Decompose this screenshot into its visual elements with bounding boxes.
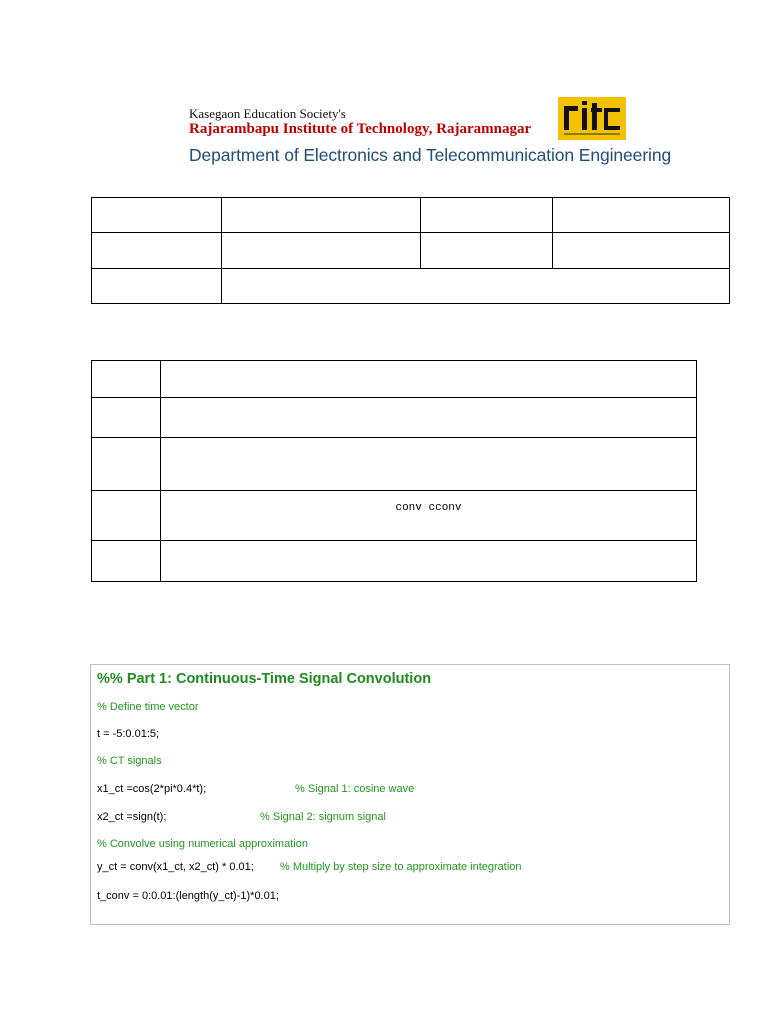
details-label-cell (92, 361, 161, 398)
details-label-cell (92, 438, 161, 491)
details-row (92, 491, 697, 541)
code-inline-comment: % Signal 2: signum signal (260, 811, 386, 823)
code-line: t_conv = 0:0.01:(length(y_ct)-1)*0.01; (97, 890, 279, 902)
info-row (92, 233, 730, 269)
code-section-title: %% Part 1: Continuous-Time Signal Convolution (97, 671, 432, 687)
details-value-cell (161, 361, 697, 398)
code-comment-line: % CT signals (97, 755, 162, 767)
details-label-cell (92, 398, 161, 438)
info-cell (92, 198, 222, 233)
code-line: x2_ct =sign(t); (97, 811, 167, 823)
code-inline-comment: % Multiply by step size to approximate integration (280, 861, 522, 873)
info-cell (222, 198, 421, 233)
code-comment-line: % Convolve using numerical approximation (97, 838, 308, 850)
info-cell (553, 198, 730, 233)
info-cell (421, 233, 553, 269)
info-cell (222, 269, 730, 304)
code-line: x1_ct =cos(2*pi*0.4*t); (97, 783, 207, 795)
details-value-cell (161, 541, 697, 582)
info-cell (92, 233, 222, 269)
society-name: Kasegaon Education Society's (189, 106, 346, 121)
details-value-cell (161, 438, 697, 491)
details-row (92, 438, 697, 491)
code-line: y_ct = conv(x1_ct, x2_ct) * 0.01; (97, 861, 254, 873)
code-listing (90, 664, 730, 925)
details-row (92, 361, 697, 398)
details-table (91, 360, 697, 582)
info-table (91, 197, 730, 304)
institute-logo (558, 97, 626, 140)
details-row (92, 541, 697, 582)
institute-name: Rajarambapu Institute of Technology, Rajaramnagar (189, 121, 532, 137)
rit-logo-icon (558, 97, 626, 140)
details-row (92, 398, 697, 438)
code-line: t = -5:0.01:5; (97, 728, 160, 740)
info-row (92, 198, 730, 233)
info-cell (421, 198, 553, 233)
info-row (92, 269, 730, 304)
code-comment-line: % Define time vector (97, 701, 199, 713)
details-value-cell (161, 398, 697, 438)
info-cell (553, 233, 730, 269)
details-label-cell (92, 541, 161, 582)
info-cell (92, 269, 222, 304)
details-functions-cell: conv cconv (161, 491, 697, 541)
code-inline-comment: % Signal 1: cosine wave (295, 783, 415, 795)
department-name: Department of Electronics and Telecommunication Engineering (189, 145, 672, 165)
info-cell (222, 233, 421, 269)
details-label-cell (92, 491, 161, 541)
